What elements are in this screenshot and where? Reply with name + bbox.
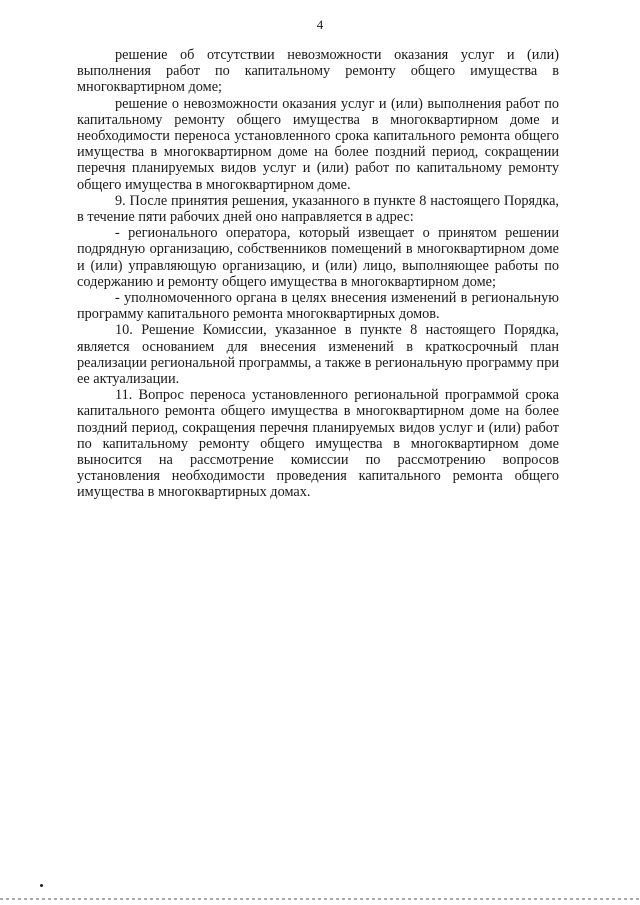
paragraph-authorized-body: - уполномоченного органа в целях внесения изменений в региональную программу капитального ремонта многоквартирных домов. xyxy=(77,290,559,323)
paragraph-regional-operator: - регионального оператора, который извещает о принятом решении подрядную организацию, собственников помещений в многоквартирном доме и (или) управляющую организацию, и (или) лицо, выполняющее работы по содержанию и ремонту общего имущества в многоквартирном доме; xyxy=(77,225,559,290)
page-number: 4 xyxy=(316,17,324,32)
paragraph-item-9: 9. После принятия решения, указанного в пункте 8 настоящего Порядка, в течение пяти рабочих дней оно направляется в адрес: xyxy=(77,192,559,226)
scan-artifact-dot xyxy=(40,884,43,887)
document-body xyxy=(77,47,559,501)
paragraph-decision-impossibility: решение о невозможности оказания услуг и (или) выполнения работ по капитальному ремонту общего имущества в многоквартирном доме и необходимости переноса установленного срока капитального ремонта общего имущества в многоквартирном доме на более поздний период, сокращении перечня планируемых видов услуг и (или) работ по капитальному ремонту общего имущества в многоквартирном доме. xyxy=(77,95,559,193)
paragraph-decision-no-impossibility: решение об отсутствии невозможности оказания услуг и (или) выполнения работ по капитальному ремонту общего имущества в многоквартирном доме; xyxy=(77,47,559,96)
paragraph-item-10: 10. Решение Комиссии, указанное в пункте 8 настоящего Порядка, является основанием для внесения изменений в краткосрочный план реализации региональной программы, а также в региональную программу при ее актуализации. xyxy=(77,322,559,388)
scan-bottom-edge xyxy=(0,898,640,900)
paragraph-item-11: 11. Вопрос переноса установленного региональной программой срока капитального ремонта общего имущества в многоквартирном доме на более поздний период, сокращения перечня планируемых видов услуг и (или) работ по капитальному ремонту общего имущества в многоквартирном доме выносится на рассмотрение комиссии по рассмотрению вопросов установления необходимости проведения капитального ремонта общего имущества в многоквартирных домах. xyxy=(77,387,559,501)
